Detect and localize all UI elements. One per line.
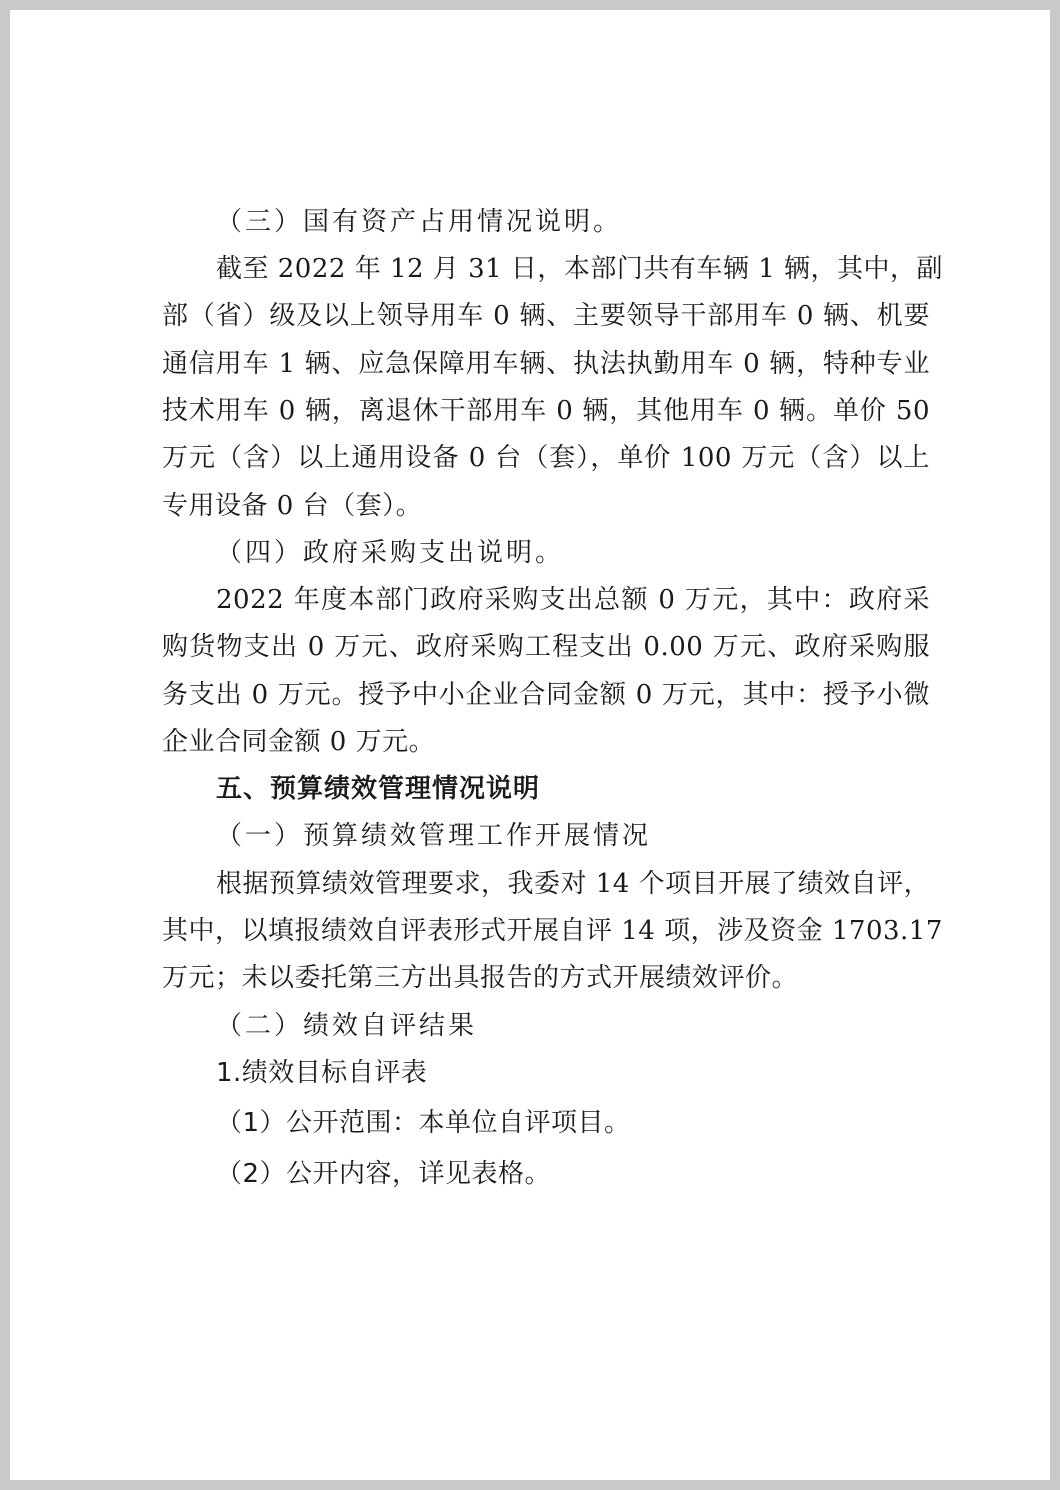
- section-4-para-line-3: 务支出 0 万元。授予中小企业合同金额 0 万元，其中：授予小微: [162, 680, 930, 710]
- item-1-title: 1.绩效目标自评表: [216, 1058, 428, 1088]
- section-3-para-line-2: 部（省）级及以上领导用车 0 辆、主要领导干部用车 0 辆、机要: [162, 301, 930, 331]
- section-3-title: （三）国有资产占用情况说明。: [216, 207, 623, 237]
- subsection-1-para-line-2: 其中，以填报绩效自评表形式开展自评 14 项，涉及资金 1703.17: [162, 916, 943, 946]
- subsection-1-para-line-3: 万元；未以委托第三方出具报告的方式开展绩效评价。: [162, 963, 799, 993]
- subsection-1-para-line-1: 根据预算绩效管理要求，我委对 14 个项目开展了绩效自评，: [216, 869, 931, 899]
- document-page: [10, 10, 1050, 1480]
- section-4-para-line-2: 购货物支出 0 万元、政府采购工程支出 0.00 万元、政府采购服: [162, 632, 930, 662]
- item-1-1: （1）公开范围：本单位自评项目。: [216, 1108, 631, 1138]
- item-1-2: （2）公开内容，详见表格。: [216, 1159, 552, 1189]
- section-4-para-line-4: 企业合同金额 0 万元。: [162, 727, 436, 757]
- section-3-para-line-6: 专用设备 0 台（套）。: [162, 491, 423, 521]
- section-3-para-line-4: 技术用车 0 辆，离退休干部用车 0 辆，其他用车 0 辆。单价 50: [162, 396, 930, 426]
- section-4-title: （四）政府采购支出说明。: [216, 538, 565, 568]
- section-4-para-line-1: 2022 年度本部门政府采购支出总额 0 万元，其中：政府采: [216, 585, 930, 615]
- subsection-2-title: （二）绩效自评结果: [216, 1011, 478, 1041]
- chapter-5-title: 五、预算绩效管理情况说明: [216, 774, 541, 804]
- subsection-1-title: （一）预算绩效管理工作开展情况: [216, 821, 652, 851]
- section-3-para-line-1: 截至 2022 年 12 月 31 日，本部门共有车辆 1 辆，其中，副: [216, 254, 943, 284]
- section-3-para-line-5: 万元（含）以上通用设备 0 台（套），单价 100 万元（含）以上: [162, 443, 930, 473]
- section-3-para-line-3: 通信用车 1 辆、应急保障用车辆、执法执勤用车 0 辆，特种专业: [162, 349, 930, 379]
